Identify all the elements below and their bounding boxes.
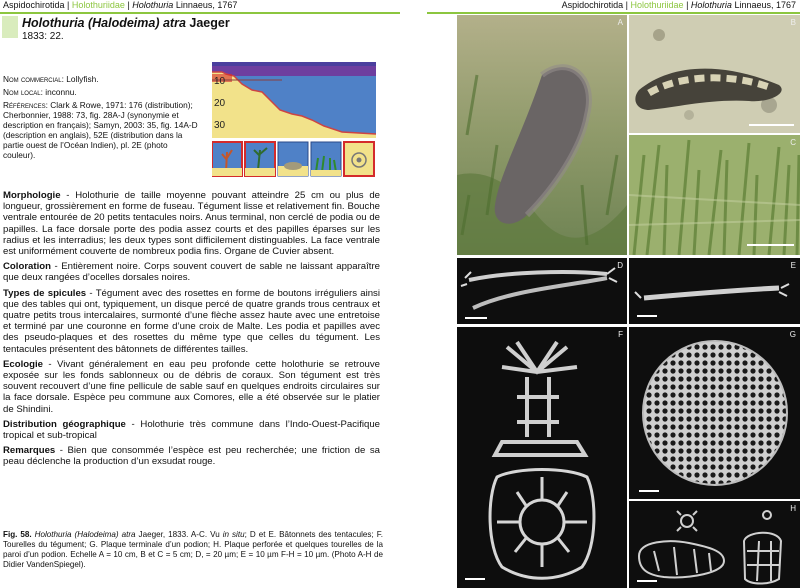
photo-d (457, 258, 627, 324)
photo-label: E (790, 261, 796, 270)
local-name: Nom local: inconnu. (3, 87, 77, 97)
photo-a (457, 15, 627, 255)
photo-g (629, 327, 800, 499)
photo-label: C (790, 138, 796, 147)
photo-label: D (617, 261, 623, 270)
depth-tick: 30 (214, 120, 226, 131)
header-rule (427, 12, 800, 14)
section-morphology: Morphologie - Holothurie de taille moyenne pouvant atteindre 25 cm ou plus de longueur, grossièrement en forme de fuseau. Tégument lisse et relativement fin. Bouche ventrale entourée de 20 petits tentacules noirs. Anus terminal, non cerclé de podia ou de papilles. La face dorsale porte des podia assez courts et des papilles éparses sur les radius et les interradius; les deux types sont difficilement distinguables. La face ventrale est uniformément couverte de nombreux podia fins. Organe de Cuvier absent. (3, 190, 380, 258)
right-page (400, 0, 800, 588)
photo-b (629, 15, 800, 133)
depth-tick: 10 (214, 76, 226, 87)
photo-f (457, 327, 627, 588)
photo-label: G (789, 330, 796, 339)
photo-label: F (618, 330, 623, 339)
figure-caption: Fig. 58. Holothuria (Halodeima) atra Jaeger, 1833. A-C. Vu in situ; D et E. Bâtonnets des tentacules; F. Tourelles du tégument; G. Plaque terminale d’un podion; H. Plaque perforée et quelques tourelles de la paroi d’un podion. Echelle A = 10 cm, B et C = 5 cm; D, = 20 µm; E = 10 µm F-H = 10 µm. (Photo A-H de Didier VandenSpiegel). (3, 530, 384, 569)
section-ecology: Ecologie - Vivant généralement en eau peu profonde cette holothurie se retrouve exposée sur les fonds sablonneux ou de débris de coraux. Son tégument est très souvent recouvert d’une fine pellicule de sable sauf en quelques endroits circulaires sur la face dorsale. Espèce peu commune aux Comores, elle a été observée sur le platier de Shindini. (3, 358, 380, 415)
photo-e (629, 258, 800, 324)
left-running-header: Aspidochirotida | Holothuriidae | Holothuria Linnaeus, 1767 (3, 0, 238, 10)
species-marker (2, 16, 18, 38)
right-running-header: Aspidochirotida | Holothuriidae | Holothuria Linnaeus, 1767 (561, 0, 796, 10)
header-rule (0, 12, 400, 14)
depth-tick: 20 (214, 98, 226, 109)
section-spicules: Types de spicules - Tégument avec des rosettes en forme de boutons irréguliers ainsi que des tables qui ont, typiquement, un disque percé de quatre grands trous centraux et quatre petits trous intercalaires, surmonté d’une flèche assez haute avec une entretoise et terminé par une couronne en forme d’une croix de Malte. Les podia et papilles avec des pseudo-plaques et des rosettes du même type que celles du tégument. Les tentacules présentent des bâtonnets de différentes tailles. (3, 287, 380, 355)
species-description (3, 190, 380, 472)
photo-label: H (790, 504, 796, 513)
meta-block (3, 74, 201, 163)
section-remarks: Remarques - Bien que consommée l’espèce est peu recherchée; une friction de sa peau déclenche la production d’un exsudat rouge. (3, 445, 380, 468)
common-name: Nom commercial: Lollyfish. (3, 74, 99, 84)
depth-habitat-chart (212, 62, 376, 178)
species-title: Holothuria (Halodeima) atra Jaeger (22, 16, 230, 30)
references: Références: Clark & Rowe, 1971: 176 (distribution); Cherbonnier, 1988: 73, fig. 28A-J (synonymie et description en français); Samyn, 2003: 35, fig. 14A-D (description en anglais), 52E (distribution dans la partie ouest de l’Océan Indien), pl. 2E (photo couleur). (3, 100, 198, 160)
photo-label: B (790, 18, 796, 27)
photo-label: A (617, 18, 623, 27)
photo-c (629, 135, 800, 255)
species-title-block (22, 16, 382, 43)
section-distribution: Distribution géographique - Holothurie très commune dans l’Indo-Ouest-Pacifique tropical et sub-tropical (3, 418, 380, 442)
habitat-icons (212, 142, 374, 176)
species-year: 1833: 22. (22, 31, 64, 42)
section-coloration: Coloration - Entièrement noire. Corps souvent couvert de sable ne laissant apparaître que deux rangées d’ocelles dorsales noires. (3, 261, 380, 284)
photo-h (629, 501, 800, 588)
